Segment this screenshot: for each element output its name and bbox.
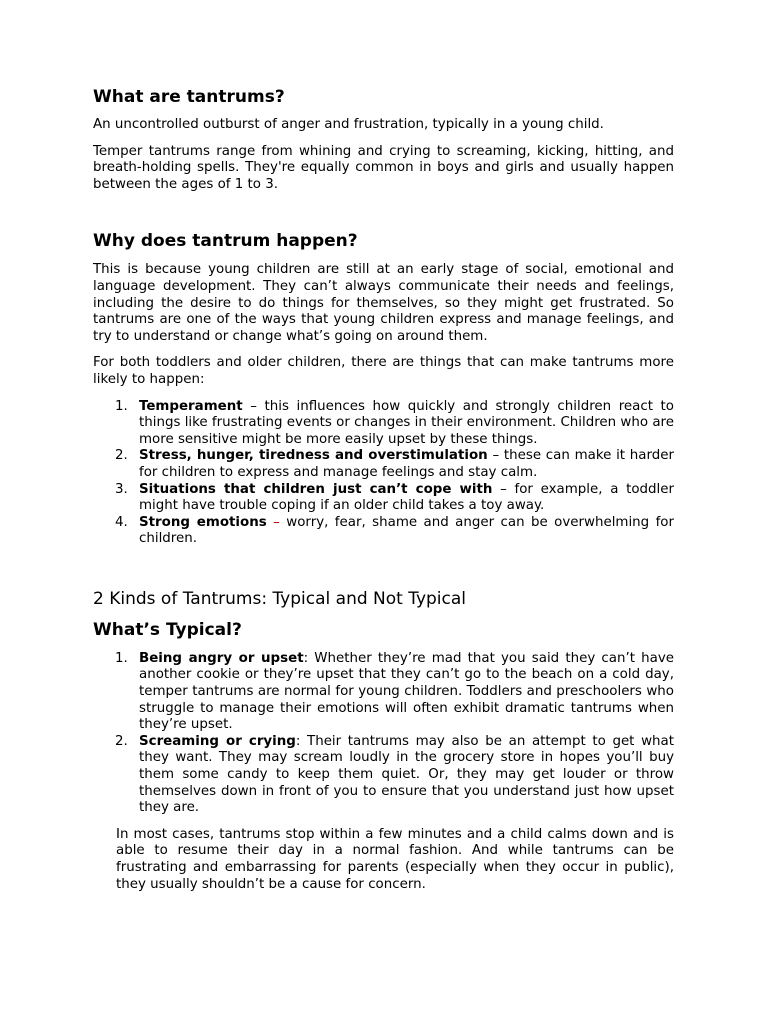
kinds-of-tantrums-subtitle: 2 Kinds of Tantrums: Typical and Not Typical xyxy=(93,588,467,609)
list-item-term: Screaming or crying xyxy=(139,733,296,749)
definition-paragraph: An uncontrolled outburst of anger and frustration, typically in a young child. xyxy=(93,117,604,132)
list-number: 1. xyxy=(115,398,128,414)
most-cases-paragraph: In most cases, tantrums stop within a few minutes and a child calms down and is able to resume their day in a normal fashion. And while tantrums can be frustrating and embarrassing for parents (especially when they occur in public), they usually shouldn’t be a cause for concern. xyxy=(116,826,674,892)
tantrum-range-paragraph: Temper tantrums range from whining and crying to screaming, kicking, hitting, and breath-holding spells. They're equally common in boys and girls and usually happen between the ages of 1 to 3. xyxy=(93,143,674,192)
list-item-term: Situations that children just can’t cope with xyxy=(139,481,493,497)
list-item-text: – these can make it harder for children to express and manage feelings and stay calm. xyxy=(139,448,675,480)
list-item-term: Temperament xyxy=(139,398,243,414)
list-item-text: – for example, a toddler might have trouble coping if an older child takes a toy away. xyxy=(139,481,674,514)
list-item-text: – this influences how quickly and strongly children react to things like frustrating events or changes in their environment. Children who are more sensitive might be more easily upset by these things. xyxy=(139,398,674,447)
list-item-term: Stress, hunger, tiredness and overstimulation xyxy=(139,448,488,464)
list-number: 3. xyxy=(115,481,128,497)
triggers-intro-paragraph: For both toddlers and older children, there are things that can make tantrums more likely to happen: xyxy=(93,355,674,387)
list-number: 2. xyxy=(115,733,128,749)
list-item xyxy=(93,651,674,734)
development-paragraph: This is because young children are still at an early stage of social, emotional and language development. They can’t always communicate their needs and feelings, including the desire to do things for themselves, so they might get frustrated. So tantrums are one of the ways that young children express and manage feelings, and try to understand or change what’s going on around them. xyxy=(93,262,674,344)
heading-what-are-tantrums: What are tantrums? xyxy=(93,87,285,107)
list-item xyxy=(93,515,674,548)
list-number: 2. xyxy=(115,448,128,464)
list-item-term: Strong emotions xyxy=(139,514,267,530)
list-item-text: : Whether they’re mad that you said they can’t have another cookie or they’re upset that they can’t go to the beach on a cold day, temper tantrums are normal for young children. Toddlers and preschoolers who struggle to manage their emotions will often exhibit dramatic tantrums when they’re upset. xyxy=(139,650,675,733)
list-item xyxy=(93,448,674,481)
list-number: 1. xyxy=(115,650,128,666)
heading-whats-typical: What’s Typical? xyxy=(93,619,242,640)
list-item xyxy=(93,399,674,449)
list-item xyxy=(93,734,674,817)
list-number: 4. xyxy=(115,514,128,530)
typical-list xyxy=(93,651,674,817)
list-item-text: : Their tantrums may also be an attempt to get what they want. They may scream loudly in the grocery store in hopes you’ll buy them some candy to keep them quiet. Or, they may get louder or throw themselves down in front of you to ensure that you understand just how upset they are. xyxy=(139,733,674,816)
triggers-list xyxy=(93,399,674,548)
list-item-dash: – xyxy=(266,514,280,530)
list-item xyxy=(93,482,674,515)
heading-why-tantrum-happens: Why does tantrum happen? xyxy=(93,231,358,252)
list-item-text: worry, fear, shame and anger can be overwhelming for children. xyxy=(139,514,675,547)
document-page xyxy=(93,86,674,893)
list-item-term: Being angry or upset xyxy=(139,650,304,666)
